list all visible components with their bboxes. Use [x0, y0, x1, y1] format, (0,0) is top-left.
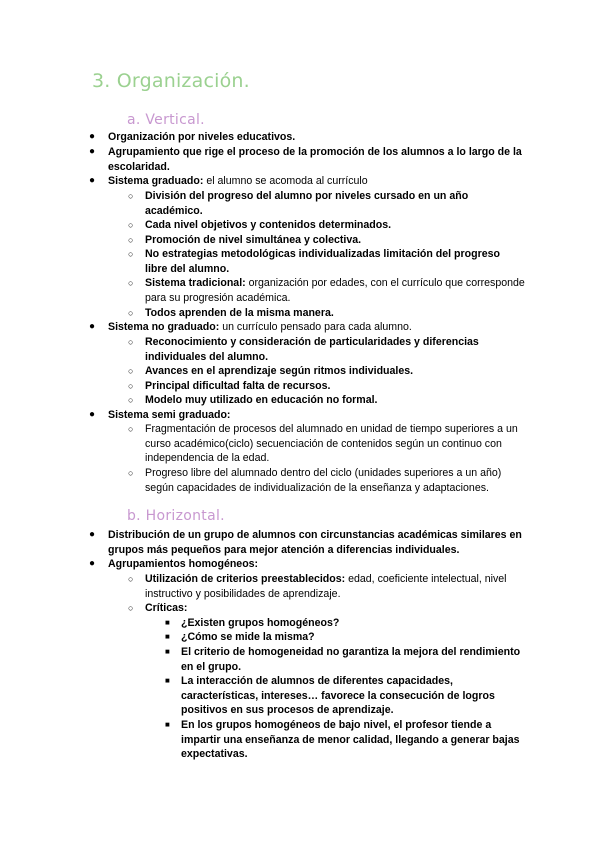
- bullet-circle: ○: [128, 381, 134, 391]
- list-item: [145, 276, 525, 305]
- bullet-circle: ○: [128, 424, 134, 434]
- list-item: Cada nivel objetivos y contenidos determinados.: [145, 219, 392, 231]
- bullet-circle: ○: [128, 366, 134, 376]
- list-item: Reconocimiento y consideración de particularidades y diferencias individuales del alumno.: [145, 336, 479, 363]
- bullet-square: ■: [165, 676, 170, 685]
- bullet-disc: ●: [89, 409, 96, 420]
- list-item: Distribución de un grupo de alumnos con circunstancias académicas similares en grupos más pequeños para mejor atención a diferencias individuales.: [108, 529, 522, 556]
- list-item: Fragmentación de procesos del alumnado en unidad de tiempo superiores a un curso académico(ciclo) secuenciación de contenidos según un continuo con independencia de la edad.: [145, 423, 518, 465]
- bullet-circle: ○: [128, 220, 134, 230]
- bullet-square: ■: [165, 647, 170, 656]
- bullet-circle: ○: [128, 468, 134, 478]
- bullet-circle: ○: [128, 235, 134, 245]
- bullet-disc: ●: [89, 131, 96, 142]
- list-item: [145, 572, 525, 601]
- section-heading-horizontal: b. Horizontal.: [127, 508, 225, 524]
- bullet-disc: ●: [89, 558, 96, 569]
- list-item: División del progreso del alumno por niveles cursado en un año académico.: [145, 190, 469, 217]
- list-item: Organización por niveles educativos.: [108, 131, 296, 143]
- item-label: Sistema no graduado:: [108, 321, 220, 333]
- list-item: Promoción de nivel simultánea y colectiva.: [145, 234, 362, 246]
- item-text: un currículo pensado para cada alumno.: [219, 321, 412, 333]
- item-label: Sistema tradicional:: [145, 277, 246, 289]
- bullet-square: ■: [165, 618, 170, 627]
- list-item: Críticas:: [145, 602, 188, 614]
- item-text: organización por edades, con el currículo que corresponde para su progresión académica.: [145, 277, 525, 304]
- item-text: edad, coeficiente intelectual, nivel instructivo y posibilidades de aprendizaje.: [145, 573, 507, 600]
- list-item: Agrupamiento que rige el proceso de la promoción de los alumnos a lo largo de la escolaridad.: [108, 146, 522, 173]
- bullet-disc: ●: [89, 146, 96, 157]
- bullet-circle: ○: [128, 191, 134, 201]
- list-item: La interacción de alumnos de diferentes capacidades, características, intereses… favorece la consecución de logros positivos en sus procesos de aprendizaje.: [181, 675, 495, 717]
- item-text: el alumno se acomoda al currículo: [203, 175, 368, 187]
- bullet-disc: ●: [89, 321, 96, 332]
- bullet-disc: ●: [89, 529, 96, 540]
- bullet-circle: ○: [128, 395, 134, 405]
- list-item: Agrupamientos homogéneos:: [108, 558, 259, 570]
- bullet-circle: ○: [128, 249, 134, 259]
- list-item: El criterio de homogeneidad no garantiza la mejora del rendimiento en el grupo.: [181, 646, 521, 673]
- item-label: Utilización de criterios preestablecidos:: [145, 573, 346, 585]
- bullet-circle: ○: [128, 603, 134, 613]
- section-heading-vertical: a. Vertical.: [127, 112, 205, 128]
- bullet-circle: ○: [128, 574, 134, 584]
- page-title: 3. Organización.: [92, 70, 250, 92]
- list-item: No estrategias metodológicas individualizadas limitación del progreso libre del alumno.: [145, 248, 500, 275]
- bullet-square: ■: [165, 632, 170, 641]
- bullet-circle: ○: [128, 278, 134, 288]
- bullet-circle: ○: [128, 337, 134, 347]
- list-item: En los grupos homogéneos de bajo nivel, el profesor tiende a impartir una enseñanza de menor calidad, llegando a generar bajas expectativas.: [181, 719, 520, 761]
- list-item: Principal dificultad falta de recursos.: [145, 380, 331, 392]
- list-item: Modelo muy utilizado en educación no formal.: [145, 394, 378, 406]
- list-item: [108, 174, 528, 189]
- list-item: Sistema semi graduado:: [108, 409, 231, 421]
- list-item: Progreso libre del alumnado dentro del ciclo (unidades superiores a un año) según capacidades de individualización de la enseñanza y adaptaciones.: [145, 467, 502, 494]
- list-item: ¿Cómo se mide la misma?: [181, 631, 315, 643]
- list-item: Avances en el aprendizaje según ritmos individuales.: [145, 365, 414, 377]
- list-item: [108, 320, 528, 335]
- list-item: ¿Existen grupos homogéneos?: [181, 617, 340, 629]
- list-item: Todos aprenden de la misma manera.: [145, 307, 334, 319]
- bullet-square: ■: [165, 720, 170, 729]
- bullet-circle: ○: [128, 308, 134, 318]
- item-label: Sistema graduado:: [108, 175, 204, 187]
- bullet-disc: ●: [89, 175, 96, 186]
